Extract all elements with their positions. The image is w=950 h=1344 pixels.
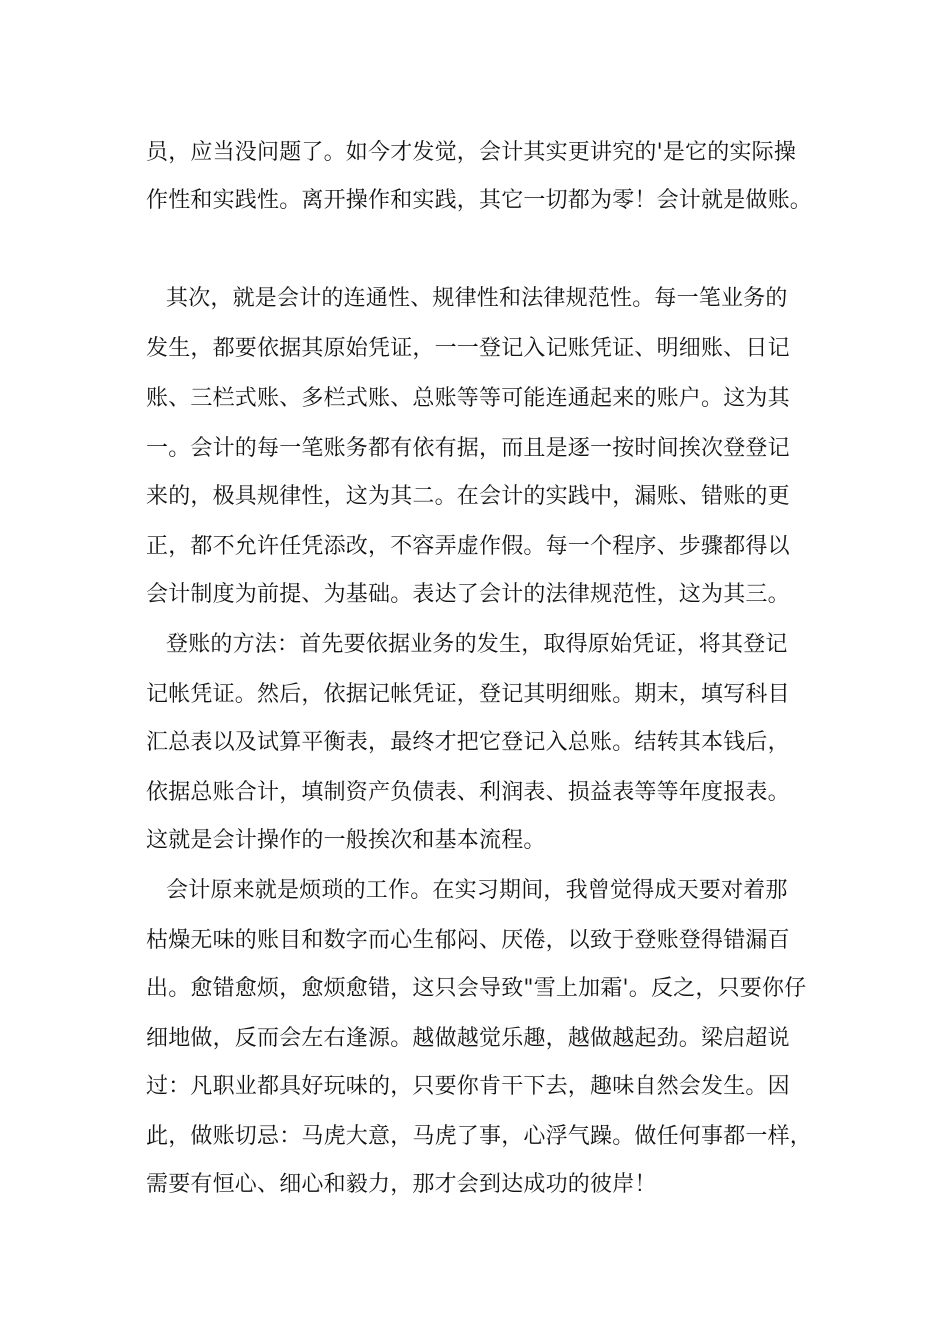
text-line: 此，做账切忌：马虎大意，马虎了事，心浮气躁。做任何事都一样， <box>146 1124 813 1149</box>
text-line: 会计制度为前提、为基础。表达了会计的法律规范性，这为其三。 <box>146 582 790 607</box>
text-line: 来的，极具规律性，这为其二。在会计的实践中，漏账、错账的更 <box>146 484 790 509</box>
text-line: 依据总账合计，填制资产负债表、利润表、损益表等等年度报表。 <box>146 780 790 805</box>
text-line: 出。愈错愈烦，愈烦愈错，这只会导致"雪上加霜'。反之，只要你仔 <box>146 976 807 1001</box>
text-line: 枯燥无味的账目和数字而心生郁闷、厌倦，以致于登账登得错漏百 <box>146 928 790 953</box>
text-line: 这就是会计操作的一般挨次和基本流程。 <box>146 828 546 853</box>
paragraph-first-line: 其次，就是会计的连通性、规律性和法律规范性。每一笔业务的 <box>166 286 788 311</box>
paragraph-first-line: 登账的方法：首先要依据业务的发生，取得原始凭证，将其登记 <box>166 632 788 657</box>
text-line: 一。会计的每一笔账务都有依有据，而且是逐一按时间挨次登登记 <box>146 436 790 461</box>
text-line: 作性和实践性。离开操作和实践，其它一切都为零！会计就是做账。 <box>146 188 813 213</box>
text-line: 正，都不允许任凭添改，不容弄虚作假。每一个程序、步骤都得以 <box>146 534 790 559</box>
text-line: 需要有恒心、细心和毅力，那才会到达成功的彼岸！ <box>146 1172 657 1197</box>
text-line: 员，应当没问题了。如今才发觉，会计其实更讲究的'是它的实际操 <box>146 140 797 165</box>
paragraph-first-line: 会计原来就是烦琐的工作。在实习期间，我曾觉得成天要对着那 <box>166 878 788 903</box>
text-line: 账、三栏式账、多栏式账、总账等等可能连通起来的账户。这为其 <box>146 386 790 411</box>
text-line: 汇总表以及试算平衡表，最终才把它登记入总账。结转其本钱后， <box>146 730 790 755</box>
text-line: 发生，都要依据其原始凭证，一一登记入记账凭证、明细账、日记 <box>146 336 790 361</box>
text-line: 过：凡职业都具好玩味的，只要你肯干下去，趣味自然会发生。因 <box>146 1074 790 1099</box>
text-line: 记帐凭证。然后，依据记帐凭证，登记其明细账。期末，填写科目 <box>146 682 790 707</box>
text-line: 细地做，反而会左右逢源。越做越觉乐趣，越做越起劲。梁启超说 <box>146 1026 790 1051</box>
